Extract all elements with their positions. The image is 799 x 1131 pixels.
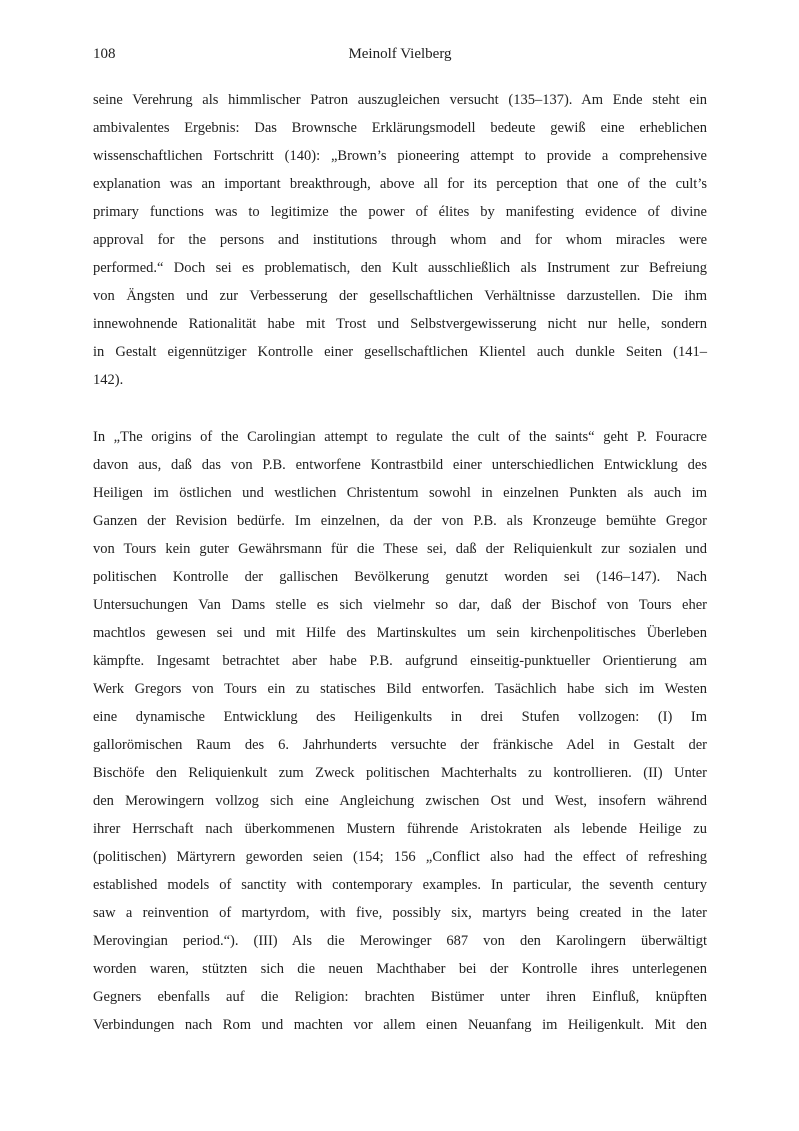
text-line: politischen Kontrolle der gallischen Bevölkerung genutzt worden sei (146–147). Nach bbox=[93, 569, 707, 585]
text-line: innewohnende Rationalität habe mit Trost und Selbstvergewisserung nicht nur helle, sondern bbox=[93, 316, 707, 332]
running-title: Meinolf Vielberg bbox=[348, 46, 452, 62]
text-line: ambivalentes Ergebnis: Das Brownsche Erklärungsmodell bedeute gewiß eine erheblichen bbox=[93, 120, 707, 136]
text-line: eine dynamische Entwicklung des Heiligenkults in drei Stufen vollzogen: (I) Im bbox=[93, 709, 707, 725]
paragraph bbox=[93, 423, 707, 1039]
text-line: Bischöfe den Reliquienkult zum Zweck politischen Machterhalts zu kontrollieren. (II) Unter bbox=[93, 765, 707, 781]
text-line: davon aus, daß das von P.B. entworfene Kontrastbild einer unterschiedlichen Entwicklung des bbox=[93, 457, 707, 473]
text-line: den Merowingern vollzog sich eine Angleichung zwischen Ost und West, insofern während bbox=[93, 793, 707, 809]
text-line: In „The origins of the Carolingian attempt to regulate the cult of the saints“ geht P. Fouracre bbox=[93, 429, 707, 445]
text-line: Untersuchungen Van Dams stelle es sich vielmehr so dar, daß der Bischof von Tours eher bbox=[93, 597, 707, 613]
text-line: explanation was an important breakthrough, above all for its perception that one of the cult’s bbox=[93, 176, 707, 192]
text-line: worden waren, stützten sich die neuen Machthaber bei der Kontrolle ihres unterlegenen bbox=[93, 961, 707, 977]
text-line: approval for the persons and institutions through whom and for whom miracles were bbox=[93, 232, 707, 248]
text-line: seine Verehrung als himmlischer Patron auszugleichen versucht (135–137). Am Ende steht ein bbox=[93, 92, 707, 108]
text-line: Verbindungen nach Rom und machten vor allem einen Neuanfang im Heiligenkult. Mit den bbox=[93, 1017, 707, 1033]
text-line: Werk Gregors von Tours ein zu statisches Bild entworfen. Tasächlich habe sich im Westen bbox=[93, 681, 707, 697]
text-line: von Tours kein guter Gewährsmann für die These sei, daß der Reliquienkult zur sozialen und bbox=[93, 541, 707, 557]
text-line: Heiligen im östlichen und westlichen Christentum sowohl in einzelnen Punkten als auch im bbox=[93, 485, 707, 501]
text-line: (politischen) Märtyrern geworden seien (154; 156 „Conflict also had the effect of refreshing bbox=[93, 849, 707, 865]
text-line: saw a reinvention of martyrdom, with five, possibly six, martyrs being created in the later bbox=[93, 905, 707, 921]
text-line: ihrer Herrschaft nach überkommenen Mustern führende Aristokraten als lebende Heilige zu bbox=[93, 821, 707, 837]
page-header bbox=[93, 44, 707, 64]
paragraph bbox=[93, 86, 707, 394]
text-line: Ganzen der Revision bedürfe. Im einzelnen, da der von P.B. als Kronzeuge bemühte Gregor bbox=[93, 513, 707, 529]
text-line: performed.“ Doch sei es problematisch, den Kult ausschließlich als Instrument zur Befreiung bbox=[93, 260, 707, 276]
text-line: established models of sanctity with contemporary examples. In particular, the seventh century bbox=[93, 877, 707, 893]
text-line: gallorömischen Raum des 6. Jahrhunderts versuchte der fränkische Adel in Gestalt der bbox=[93, 737, 707, 753]
text-line: von Ängsten und zur Verbesserung der gesellschaftlichen Verhältnisse darzustellen. Die ihm bbox=[93, 288, 707, 304]
page-body bbox=[93, 86, 707, 1068]
text-line: primary functions was to legitimize the power of élites by manifesting evidence of divine bbox=[93, 204, 707, 220]
text-line: in Gestalt eigennütziger Kontrolle einer gesellschaftlichen Klientel auch dunkle Seiten (141– bbox=[93, 344, 707, 360]
text-line: 142). bbox=[93, 372, 124, 388]
text-line: machtlos gewesen sei und mit Hilfe des Martinskultes um sein kirchenpolitisches Überleben bbox=[93, 625, 707, 641]
text-line: wissenschaftlichen Fortschritt (140): „Brown’s pioneering attempt to provide a comprehensive bbox=[93, 148, 707, 164]
text-line: kämpfte. Ingesamt betrachtet aber habe P.B. aufgrund einseitig-punktueller Orientierung am bbox=[93, 653, 707, 669]
text-line: Gegners ebenfalls auf die Religion: brachten Bistümer unter ihren Einfluß, knüpften bbox=[93, 989, 707, 1005]
text-line: Merovingian period.“). (III) Als die Merowinger 687 von den Karolingern überwältigt bbox=[93, 933, 707, 949]
page-number: 108 bbox=[93, 46, 116, 62]
